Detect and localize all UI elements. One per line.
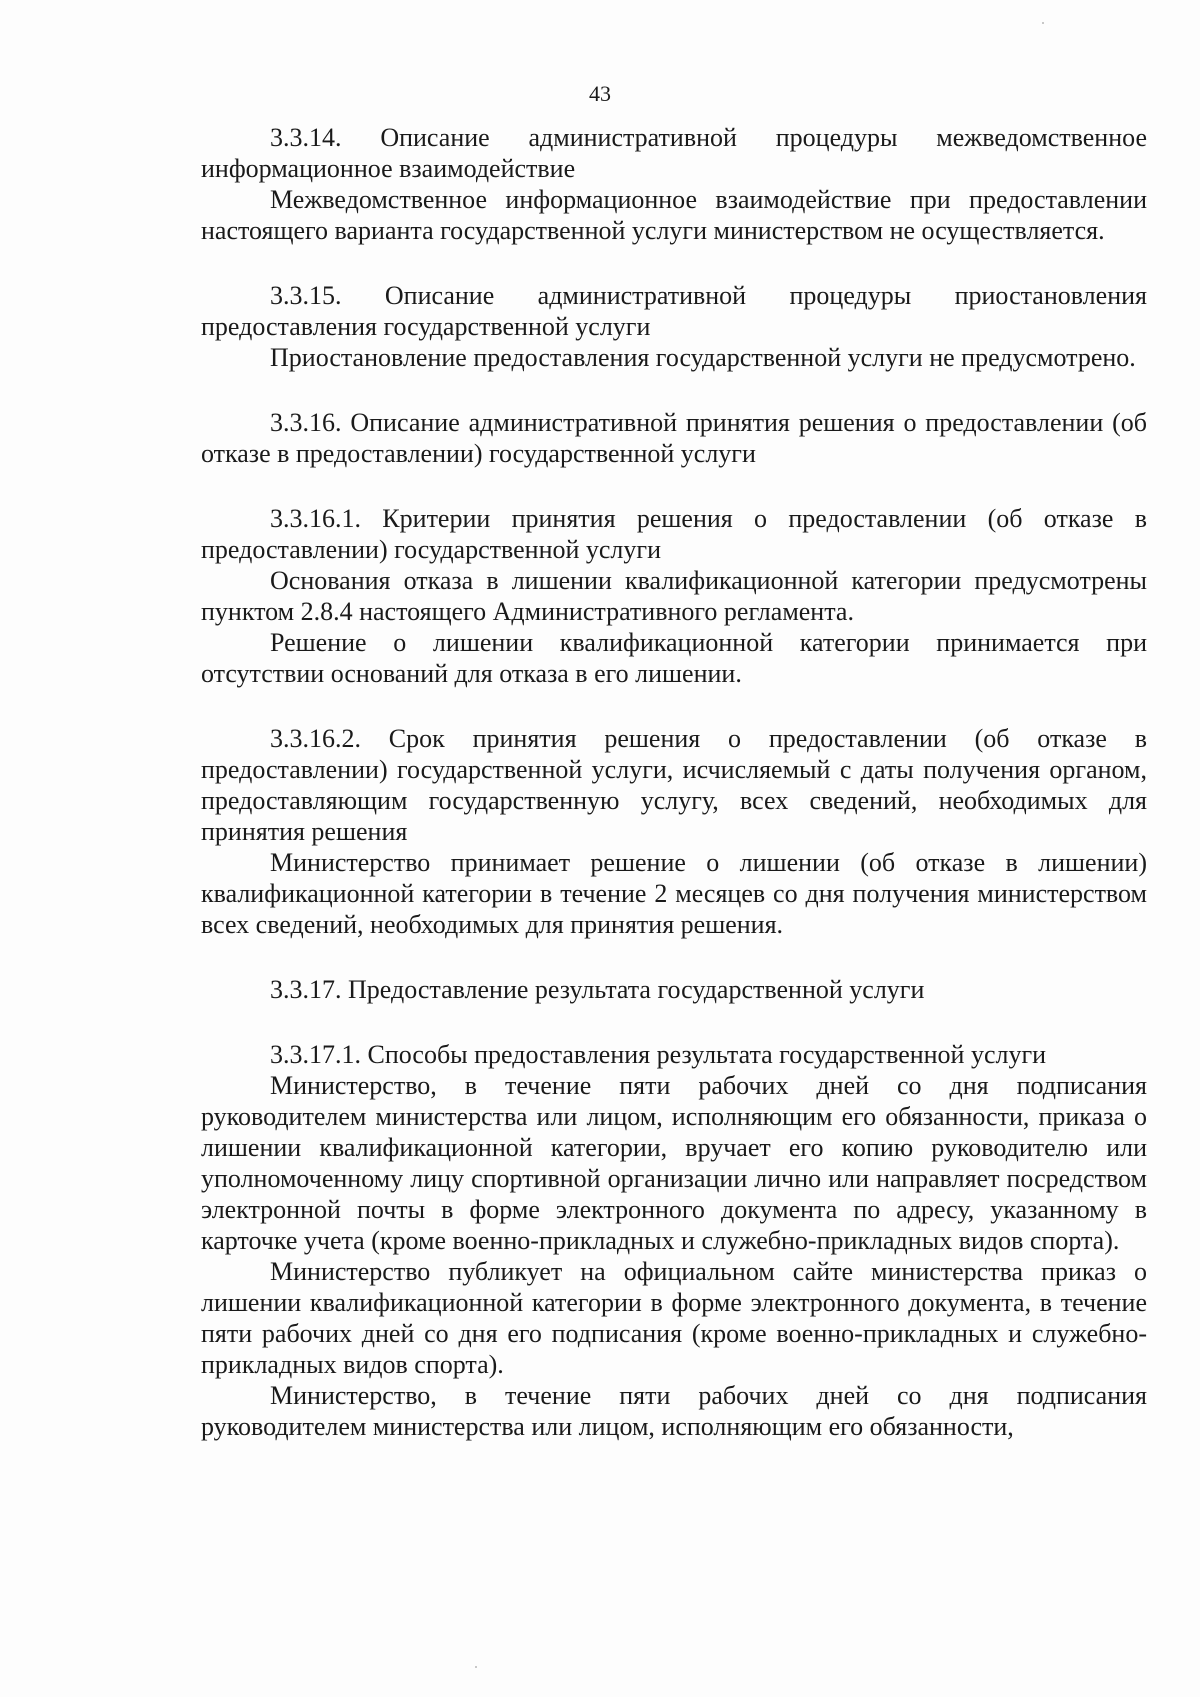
paragraph: Приостановление предоставления государственной услуги не предусмотрено. xyxy=(270,343,1136,372)
scan-speck xyxy=(475,1666,477,1668)
paragraph: Министерство принимает решение о лишении (об отказе в лишении) квалификационной категории в течение 2 месяцев со дня получения министерством всех сведений, необходимых для принятия решения. xyxy=(201,848,1147,939)
section-heading-3-3-16: 3.3.16. Описание административной принятия решения о предоставлении (об отказе в предоставлении) государственной услуги xyxy=(201,408,1147,468)
page-number: 43 xyxy=(589,81,611,106)
scan-speck xyxy=(1042,22,1044,24)
section-heading-3-3-17-1: 3.3.17.1. Способы предоставления результата государственной услуги xyxy=(270,1040,1047,1069)
paragraph: Министерство публикует на официальном сайте министерства приказ о лишении квалификационной категории в форме электронного документа, в течение пяти рабочих дней со дня его подписания (кроме военно-прикладных и служебно-прикладных видов спорта). xyxy=(201,1257,1147,1379)
paragraph: Министерство, в течение пяти рабочих дней со дня подписания руководителем министерства или лицом, исполняющим его обязанности, приказа о лишении квалификационной категории, вручает его копию руководителю или уполномоченному лицу спортивной организации лично или направляет посредством электронной почты в форме электронного документа по адресу, указанному в карточке учета (кроме военно-прикладных и служебно-прикладных видов спорта). xyxy=(201,1071,1147,1255)
paragraph: Основания отказа в лишении квалификационной категории предусмотрены пунктом 2.8.4 настоящего Административного регламента. xyxy=(201,566,1147,626)
section-heading-3-3-17: 3.3.17. Предоставление результата государственной услуги xyxy=(270,975,925,1004)
section-heading-3-3-14: 3.3.14. Описание административной процедуры межведомственное информационное взаимодействие xyxy=(201,123,1147,183)
document-body xyxy=(201,122,1147,1442)
section-heading-3-3-16-2: 3.3.16.2. Срок принятия решения о предоставлении (об отказе в предоставлении) государственной услуги, исчисляемый с даты получения органом, предоставляющим государственную услугу, всех сведений, необходимых для принятия решения xyxy=(201,724,1147,846)
section-heading-3-3-15: 3.3.15. Описание административной процедуры приостановления предоставления государственной услуги xyxy=(201,281,1147,341)
section-heading-3-3-16-1: 3.3.16.1. Критерии принятия решения о предоставлении (об отказе в предоставлении) государственной услуги xyxy=(201,504,1147,564)
paragraph: Министерство, в течение пяти рабочих дней со дня подписания руководителем министерства или лицом, исполняющим его обязанности, xyxy=(201,1381,1147,1441)
paragraph: Межведомственное информационное взаимодействие при предоставлении настоящего варианта государственной услуги министерством не осуществляется. xyxy=(201,185,1147,245)
paragraph: Решение о лишении квалификационной категории принимается при отсутствии оснований для отказа в его лишении. xyxy=(201,628,1147,688)
